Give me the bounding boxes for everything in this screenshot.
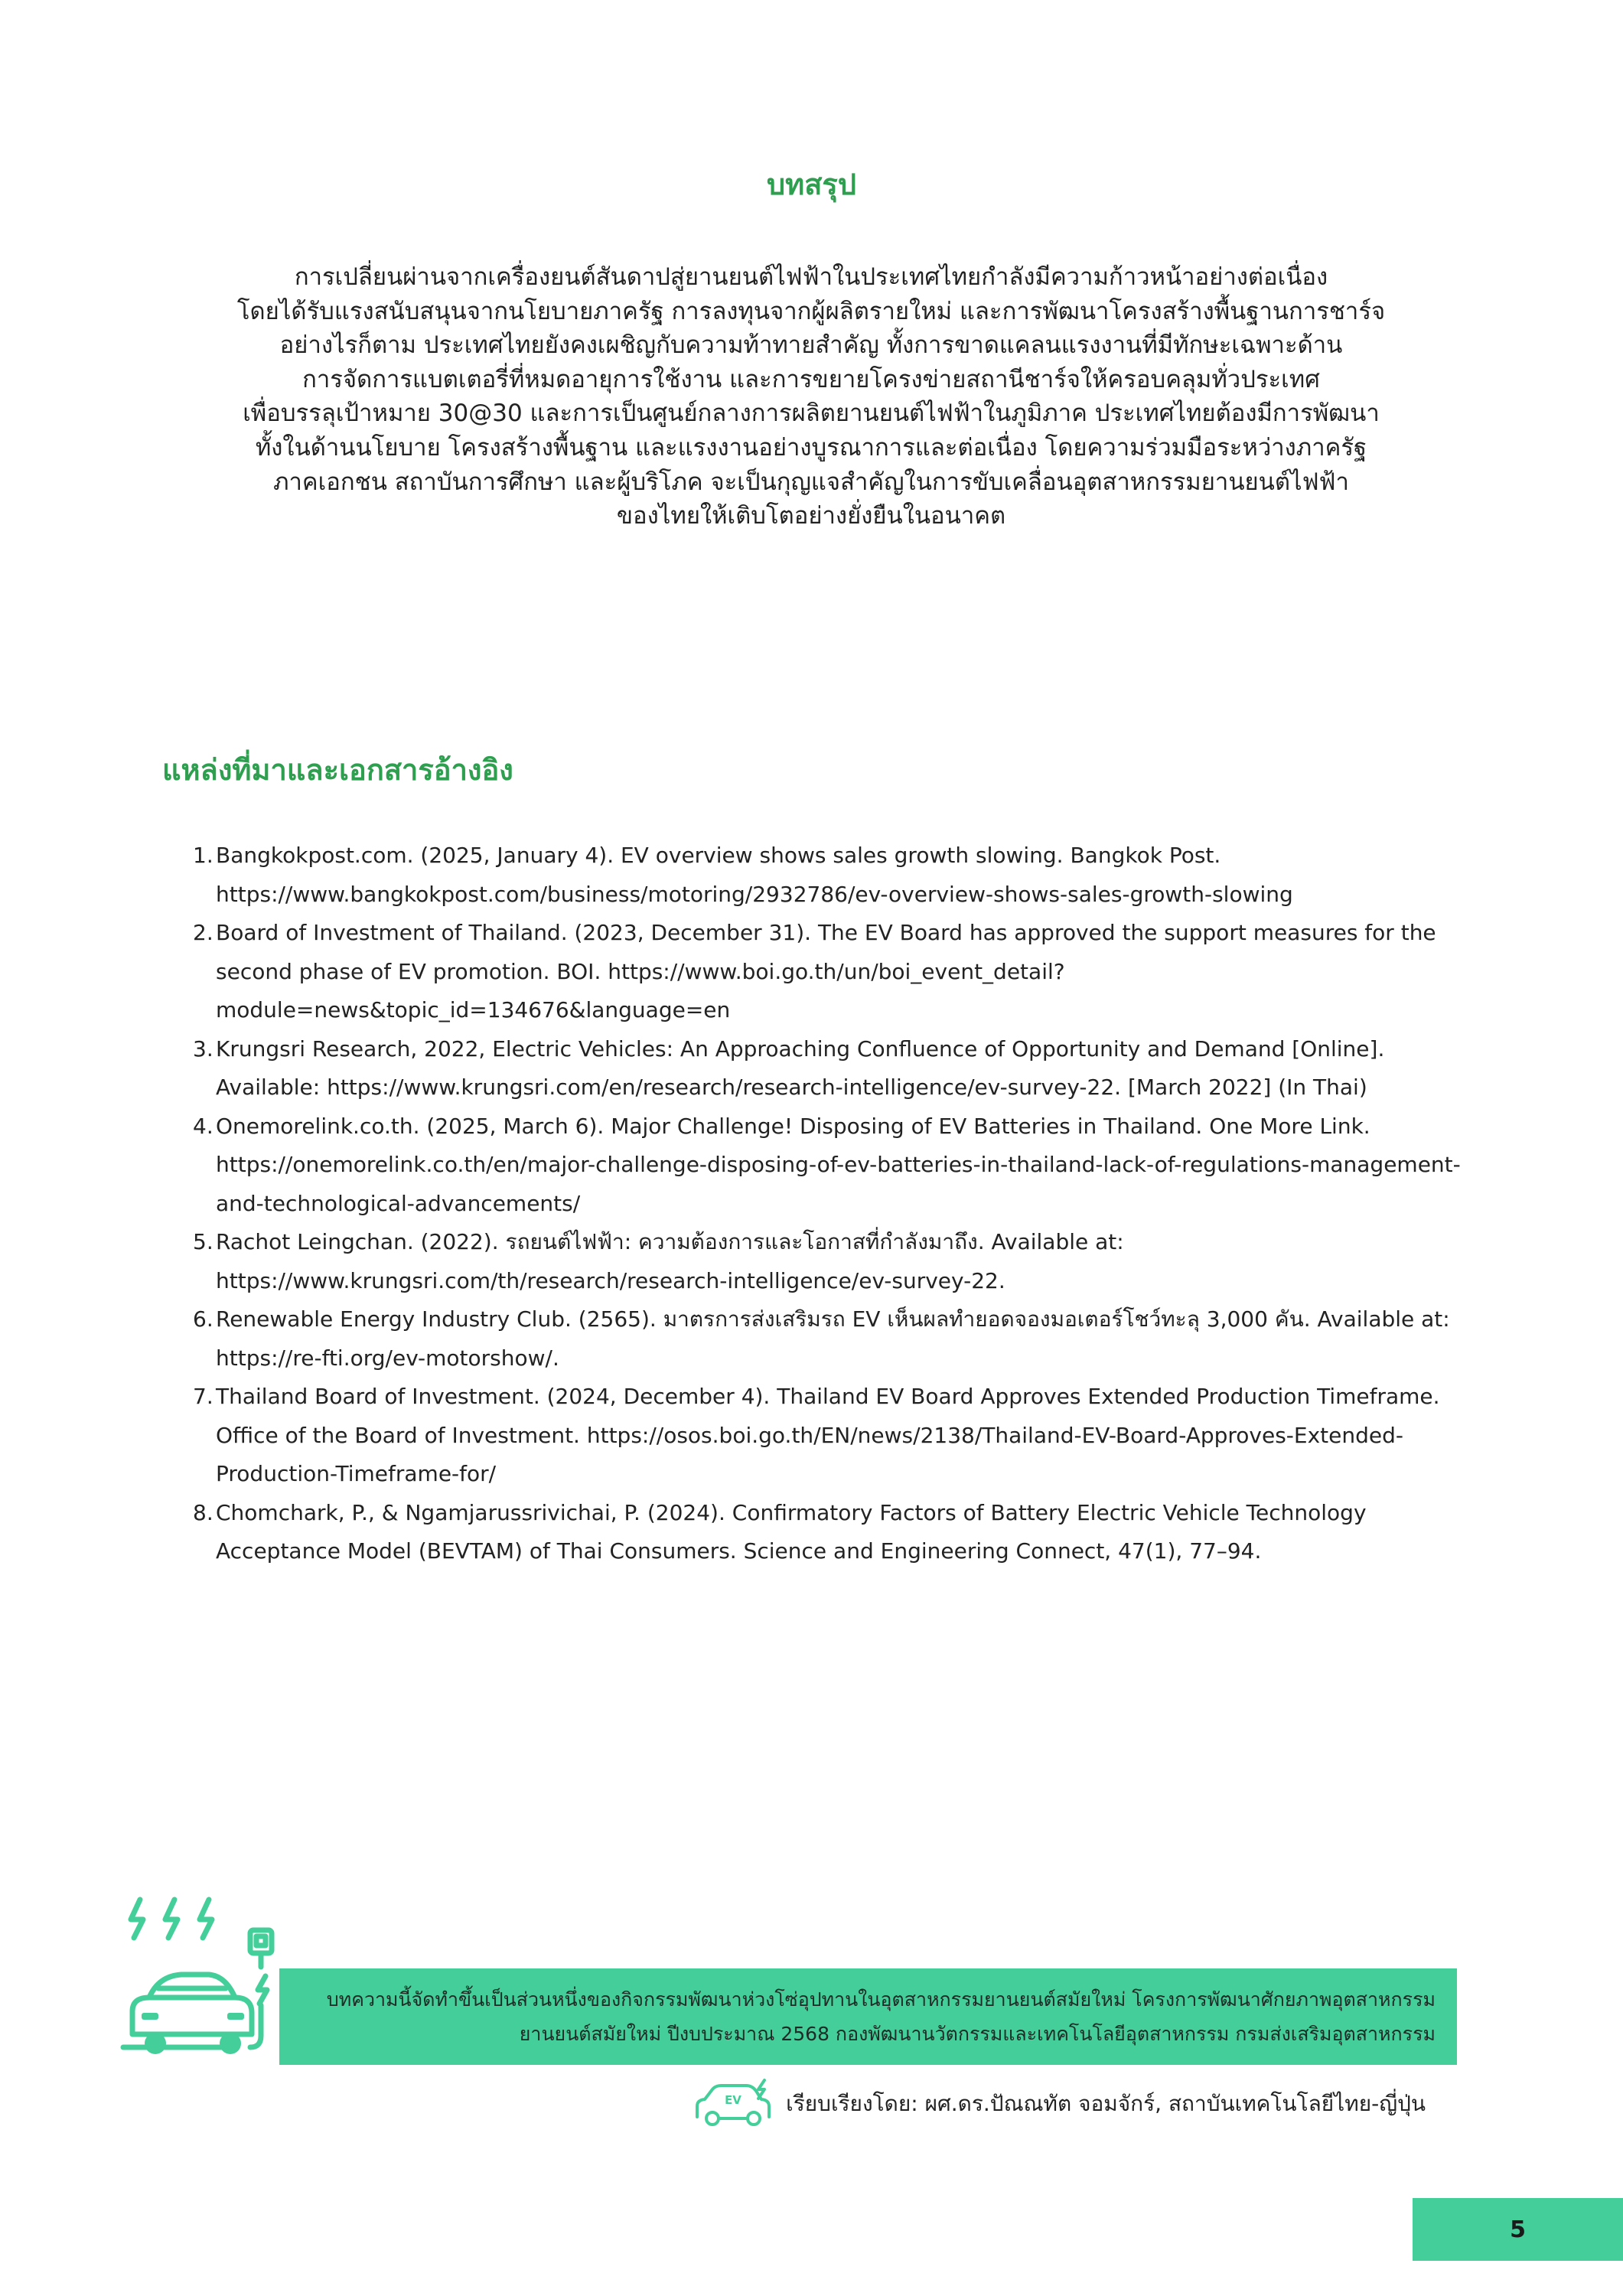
- page-number: 5: [1510, 2216, 1526, 2243]
- reference-text: Chomchark, P., & Ngamjarussrivichai, P. (2024). Confirmatory Factors of Battery Electric Vehicle Technology: [216, 1499, 1367, 1525]
- reference-link[interactable]: Office of the Board of Investment. https://osos.boi.go.th/EN/news/2138/Thailand-EV-Board-Approves-Extended-: [216, 1422, 1404, 1448]
- reference-link[interactable]: and-technological-advancements/: [216, 1190, 581, 1216]
- reference-link[interactable]: https://re-fti.org/ev-motorshow/.: [216, 1345, 559, 1371]
- summary-line: ของไทยให้เติบโตอย่างยั่งยืนในอนาคต: [616, 502, 1006, 530]
- reference-text: Thailand Board of Investment. (2024, December 4). Thailand EV Board Approves Extended Production Timeframe.: [216, 1384, 1440, 1409]
- reference-text: Krungsri Research, 2022, Electric Vehicles: An Approaching Confluence of Opportunity and Demand [Online].: [216, 1035, 1385, 1062]
- reference-text: Acceptance Model (BEVTAM) of Thai Consumers. Science and Engineering Connect, 47(1), 77–94.: [216, 1538, 1262, 1564]
- summary-body: [176, 260, 1446, 533]
- summary-line: โดยได้รับแรงสนับสนุนจากนโยบายภาครัฐ การลงทุนจากผู้ผลิตรายใหม่ และการพัฒนาโครงสร้างพื้นฐานการชาร์จ: [236, 297, 1386, 325]
- reference-number: 4.: [193, 1113, 213, 1139]
- summary-title: บทสรุป: [767, 168, 856, 201]
- reference-item: [193, 1378, 1455, 1494]
- reference-link[interactable]: second phase of EV promotion. BOI. https://www.boi.go.th/un/boi_event_detail?: [216, 958, 1065, 984]
- summary-line: เพื่อบรรลุเป้าหมาย 30@30 และการเป็นศูนย์กลางการผลิตยานยนต์ไฟฟ้าในภูมิภาค ประเทศไทยต้องมีการพัฒนา: [243, 400, 1380, 428]
- reference-item: [193, 1494, 1455, 1571]
- footer-banner-line: ยานยนต์สมัยใหม่ ปีงบประมาณ 2568 กองพัฒนานวัตกรรมและเทคโนโลยีอุตสาหกรรม กรมส่งเสริมอุตสาหกรรม: [519, 2023, 1436, 2045]
- reference-number: 1.: [193, 843, 213, 868]
- footer-banner-line: บทความนี้จัดทำขึ้นเป็นส่วนหนึ่งของกิจกรรมพัฒนาห่วงโซ่อุปทานในอุตสาหกรรมยานยนต์สมัยใหม่ โครงการพัฒนาศักยภาพอุตสาหกรรม: [326, 1988, 1436, 2011]
- reference-number: 2.: [193, 920, 213, 945]
- author-text: เรียบเรียงโดย: ผศ.ดร.ปัณณทัต จอมจักร์, สถาบันเทคโนโลยีไทย-ญี่ปุ่น: [786, 2091, 1426, 2116]
- reference-link[interactable]: https://www.krungsri.com/th/research/research-intelligence/ev-survey-22.: [216, 1267, 1005, 1293]
- reference-number: 3.: [193, 1035, 213, 1062]
- reference-link[interactable]: https://onemorelink.co.th/en/major-challenge-disposing-of-ev-batteries-in-thailand-lack-of-regulations-management-: [216, 1152, 1461, 1177]
- reference-item: [193, 1300, 1455, 1378]
- reference-item: [193, 837, 1455, 914]
- reference-item: [193, 1107, 1461, 1224]
- reference-link[interactable]: Available: https://www.krungsri.com/en/research/research-intelligence/ev-survey-22. [March 2022] (In Thai): [216, 1075, 1367, 1100]
- ev-badge-text: EV: [725, 2093, 742, 2107]
- reference-item: [193, 1030, 1455, 1107]
- summary-line: อย่างไรก็ตาม ประเทศไทยยังคงเผชิญกับความท้าทายสำคัญ ทั้งการขาดแคลนแรงงานที่มีทักษะเฉพาะด้าน: [279, 331, 1343, 360]
- reference-number: 8.: [193, 1499, 213, 1525]
- footer-banner: [239, 1968, 1457, 2065]
- page-number-tab: [1413, 2198, 1623, 2261]
- summary-line: ภาคเอกชน สถาบันการศึกษา และผู้บริโภค จะเป็นกุญแจสำคัญในการขับเคลื่อนอุตสาหกรรมยานยนต์ไฟฟ้า: [273, 468, 1349, 496]
- reference-text: Renewable Energy Industry Club. (2565). มาตรการส่งเสริมรถ EV เห็นผลทำยอดจองมอเตอร์โชว์ทะลุ 3,000 คัน. Available at:: [216, 1306, 1450, 1332]
- summary-line: การจัดการแบตเตอรี่ที่หมดอายุการใช้งาน และการขยายโครงข่ายสถานีชาร์จให้ครอบคลุมทั่วประเทศ: [302, 365, 1320, 393]
- summary-line: การเปลี่ยนผ่านจากเครื่องยนต์สันดาปสู่ยานยนต์ไฟฟ้าในประเทศไทยกำลังมีความก้าวหน้าอย่างต่อเนื่อง: [294, 263, 1328, 291]
- ev-car-icon: [691, 2079, 775, 2129]
- reference-text: Onemorelink.co.th. (2025, March 6). Major Challenge! Disposing of EV Batteries in Thailand. One More Link.: [216, 1113, 1370, 1139]
- reference-number: 5.: [193, 1229, 213, 1254]
- reference-link[interactable]: https://www.bangkokpost.com/business/motoring/2932786/ev-overview-shows-sales-growth-slowing: [216, 881, 1293, 907]
- reference-text: Board of Investment of Thailand. (2023, December 31). The EV Board has approved the support measures for the: [216, 920, 1436, 945]
- ev-charging-car-icon: [119, 1890, 279, 2066]
- reference-text: Rachot Leingchan. (2022). รถยนต์ไฟฟ้า: ความต้องการและโอกาสที่กำลังมาถึง. Available at:: [216, 1229, 1124, 1254]
- reference-number: 7.: [193, 1384, 213, 1409]
- reference-number: 6.: [193, 1306, 213, 1332]
- reference-list: [193, 837, 1461, 1571]
- reference-link[interactable]: Production-Timeframe-for/: [216, 1461, 497, 1486]
- reference-link[interactable]: module=news&topic_id=134676&language=en: [216, 997, 731, 1022]
- reference-item: [193, 1223, 1455, 1300]
- author-credit: [691, 2077, 1426, 2131]
- summary-line: ทั้งในด้านนโยบาย โครงสร้างพื้นฐาน และแรงงานอย่างบูรณาการและต่อเนื่อง โดยความร่วมมือระหว่างภาครัฐ: [255, 433, 1367, 461]
- references-title: แหล่งที่มาและเอกสารอ้างอิง: [162, 753, 513, 787]
- reference-text: Bangkokpost.com. (2025, January 4). EV overview shows sales growth slowing. Bangkok Post.: [216, 843, 1221, 868]
- reference-item: [193, 914, 1455, 1030]
